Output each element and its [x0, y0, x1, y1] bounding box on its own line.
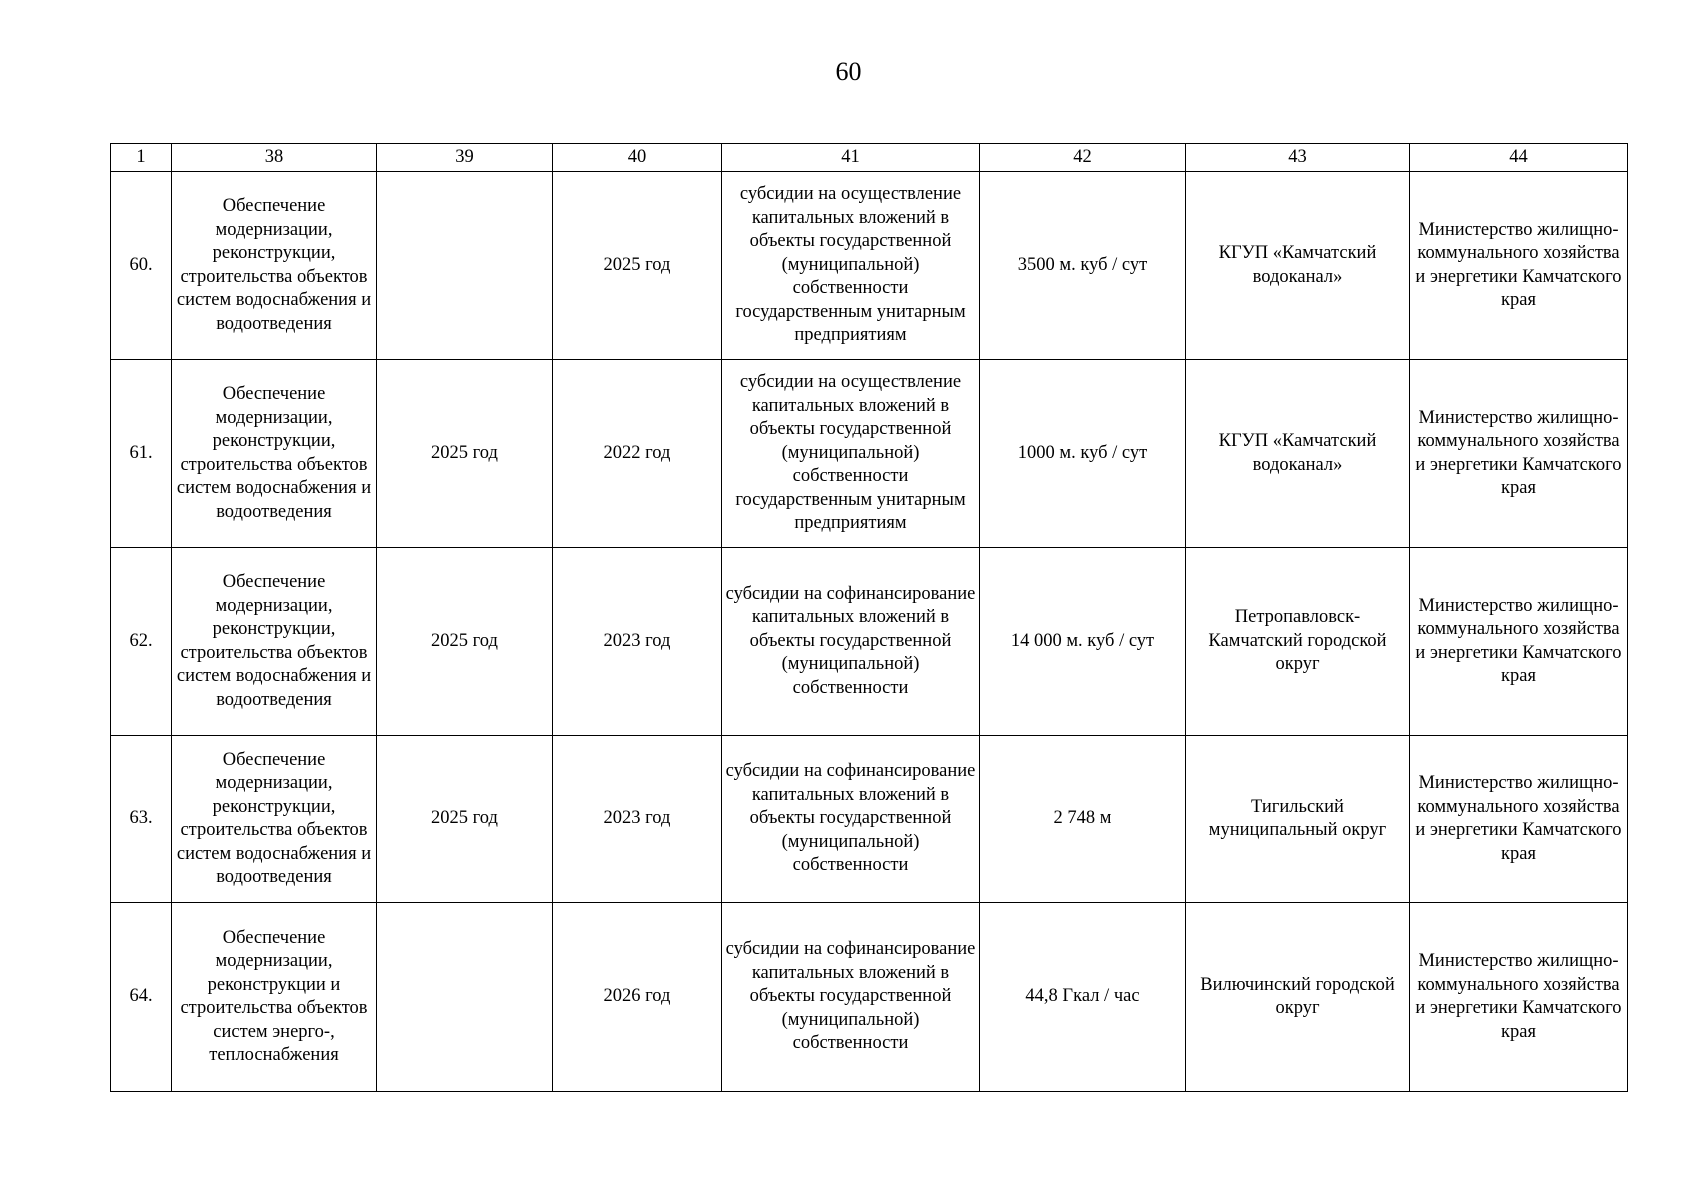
- column-header: 43: [1186, 144, 1410, 172]
- capacity-cell: 2 748 м: [980, 736, 1186, 903]
- capacity-cell: 44,8 Гкал / час: [980, 903, 1186, 1092]
- row-number-cell: 63.: [111, 736, 172, 903]
- funding-type-cell: субсидии на осуществление капитальных вложений в объекты государственной (муниципальной) собственности государственным унитарным предприятиям: [722, 172, 980, 360]
- start-year-cell: 2025 год: [553, 172, 722, 360]
- recipient-cell: Тигильский муниципальный округ: [1186, 736, 1410, 903]
- funding-type-cell: субсидии на софинансирование капитальных вложений в объекты государственной (муниципальной) собственности: [722, 736, 980, 903]
- table-row: [111, 360, 1628, 548]
- measure-name-cell: Обеспечение модернизации, реконструкции, строительства объектов систем водоснабжения и водоотведения: [172, 172, 377, 360]
- measure-name-cell: Обеспечение модернизации, реконструкции и строительства объектов систем энерго-, теплоснабжения: [172, 903, 377, 1092]
- measure-name-cell: Обеспечение модернизации, реконструкции, строительства объектов систем водоснабжения и водоотведения: [172, 548, 377, 736]
- measure-name-cell: Обеспечение модернизации, реконструкции, строительства объектов систем водоснабжения и водоотведения: [172, 360, 377, 548]
- funding-type-cell: субсидии на софинансирование капитальных вложений в объекты государственной (муниципальной) собственности: [722, 548, 980, 736]
- table-row: [111, 548, 1628, 736]
- responsible-body-cell: Министерство жилищно-коммунального хозяйства и энергетики Камчатского края: [1410, 736, 1628, 903]
- column-header: 1: [111, 144, 172, 172]
- recipient-cell: Вилючинский городской округ: [1186, 903, 1410, 1092]
- funding-type-cell: субсидии на осуществление капитальных вложений в объекты государственной (муниципальной) собственности государственным унитарным предприятиям: [722, 360, 980, 548]
- end-year-cell: [377, 903, 553, 1092]
- responsible-body-cell: Министерство жилищно-коммунального хозяйства и энергетики Камчатского края: [1410, 360, 1628, 548]
- end-year-cell: [377, 172, 553, 360]
- column-header: 44: [1410, 144, 1628, 172]
- table-row: [111, 903, 1628, 1092]
- measure-name-cell: Обеспечение модернизации, реконструкции, строительства объектов систем водоснабжения и водоотведения: [172, 736, 377, 903]
- column-header: 39: [377, 144, 553, 172]
- responsible-body-cell: Министерство жилищно-коммунального хозяйства и энергетики Камчатского края: [1410, 172, 1628, 360]
- start-year-cell: 2022 год: [553, 360, 722, 548]
- end-year-cell: 2025 год: [377, 736, 553, 903]
- responsible-body-cell: Министерство жилищно-коммунального хозяйства и энергетики Камчатского края: [1410, 548, 1628, 736]
- table-row: [111, 172, 1628, 360]
- table-header-row: [111, 144, 1628, 172]
- column-header: 41: [722, 144, 980, 172]
- capacity-cell: 1000 м. куб / сут: [980, 360, 1186, 548]
- capacity-cell: 14 000 м. куб / сут: [980, 548, 1186, 736]
- start-year-cell: 2026 год: [553, 903, 722, 1092]
- recipient-cell: КГУП «Камчатский водоканал»: [1186, 172, 1410, 360]
- table-row: [111, 736, 1628, 903]
- end-year-cell: 2025 год: [377, 360, 553, 548]
- row-number-cell: 60.: [111, 172, 172, 360]
- funding-type-cell: субсидии на софинансирование капитальных вложений в объекты государственной (муниципальной) собственности: [722, 903, 980, 1092]
- end-year-cell: 2025 год: [377, 548, 553, 736]
- recipient-cell: КГУП «Камчатский водоканал»: [1186, 360, 1410, 548]
- row-number-cell: 62.: [111, 548, 172, 736]
- column-header: 40: [553, 144, 722, 172]
- responsible-body-cell: Министерство жилищно-коммунального хозяйства и энергетики Камчатского края: [1410, 903, 1628, 1092]
- row-number-cell: 64.: [111, 903, 172, 1092]
- column-header: 38: [172, 144, 377, 172]
- data-table: [110, 143, 1628, 1092]
- page-number: 60: [835, 57, 862, 86]
- start-year-cell: 2023 год: [553, 548, 722, 736]
- capacity-cell: 3500 м. куб / сут: [980, 172, 1186, 360]
- row-number-cell: 61.: [111, 360, 172, 548]
- start-year-cell: 2023 год: [553, 736, 722, 903]
- recipient-cell: Петропавловск-Камчатский городской округ: [1186, 548, 1410, 736]
- column-header: 42: [980, 144, 1186, 172]
